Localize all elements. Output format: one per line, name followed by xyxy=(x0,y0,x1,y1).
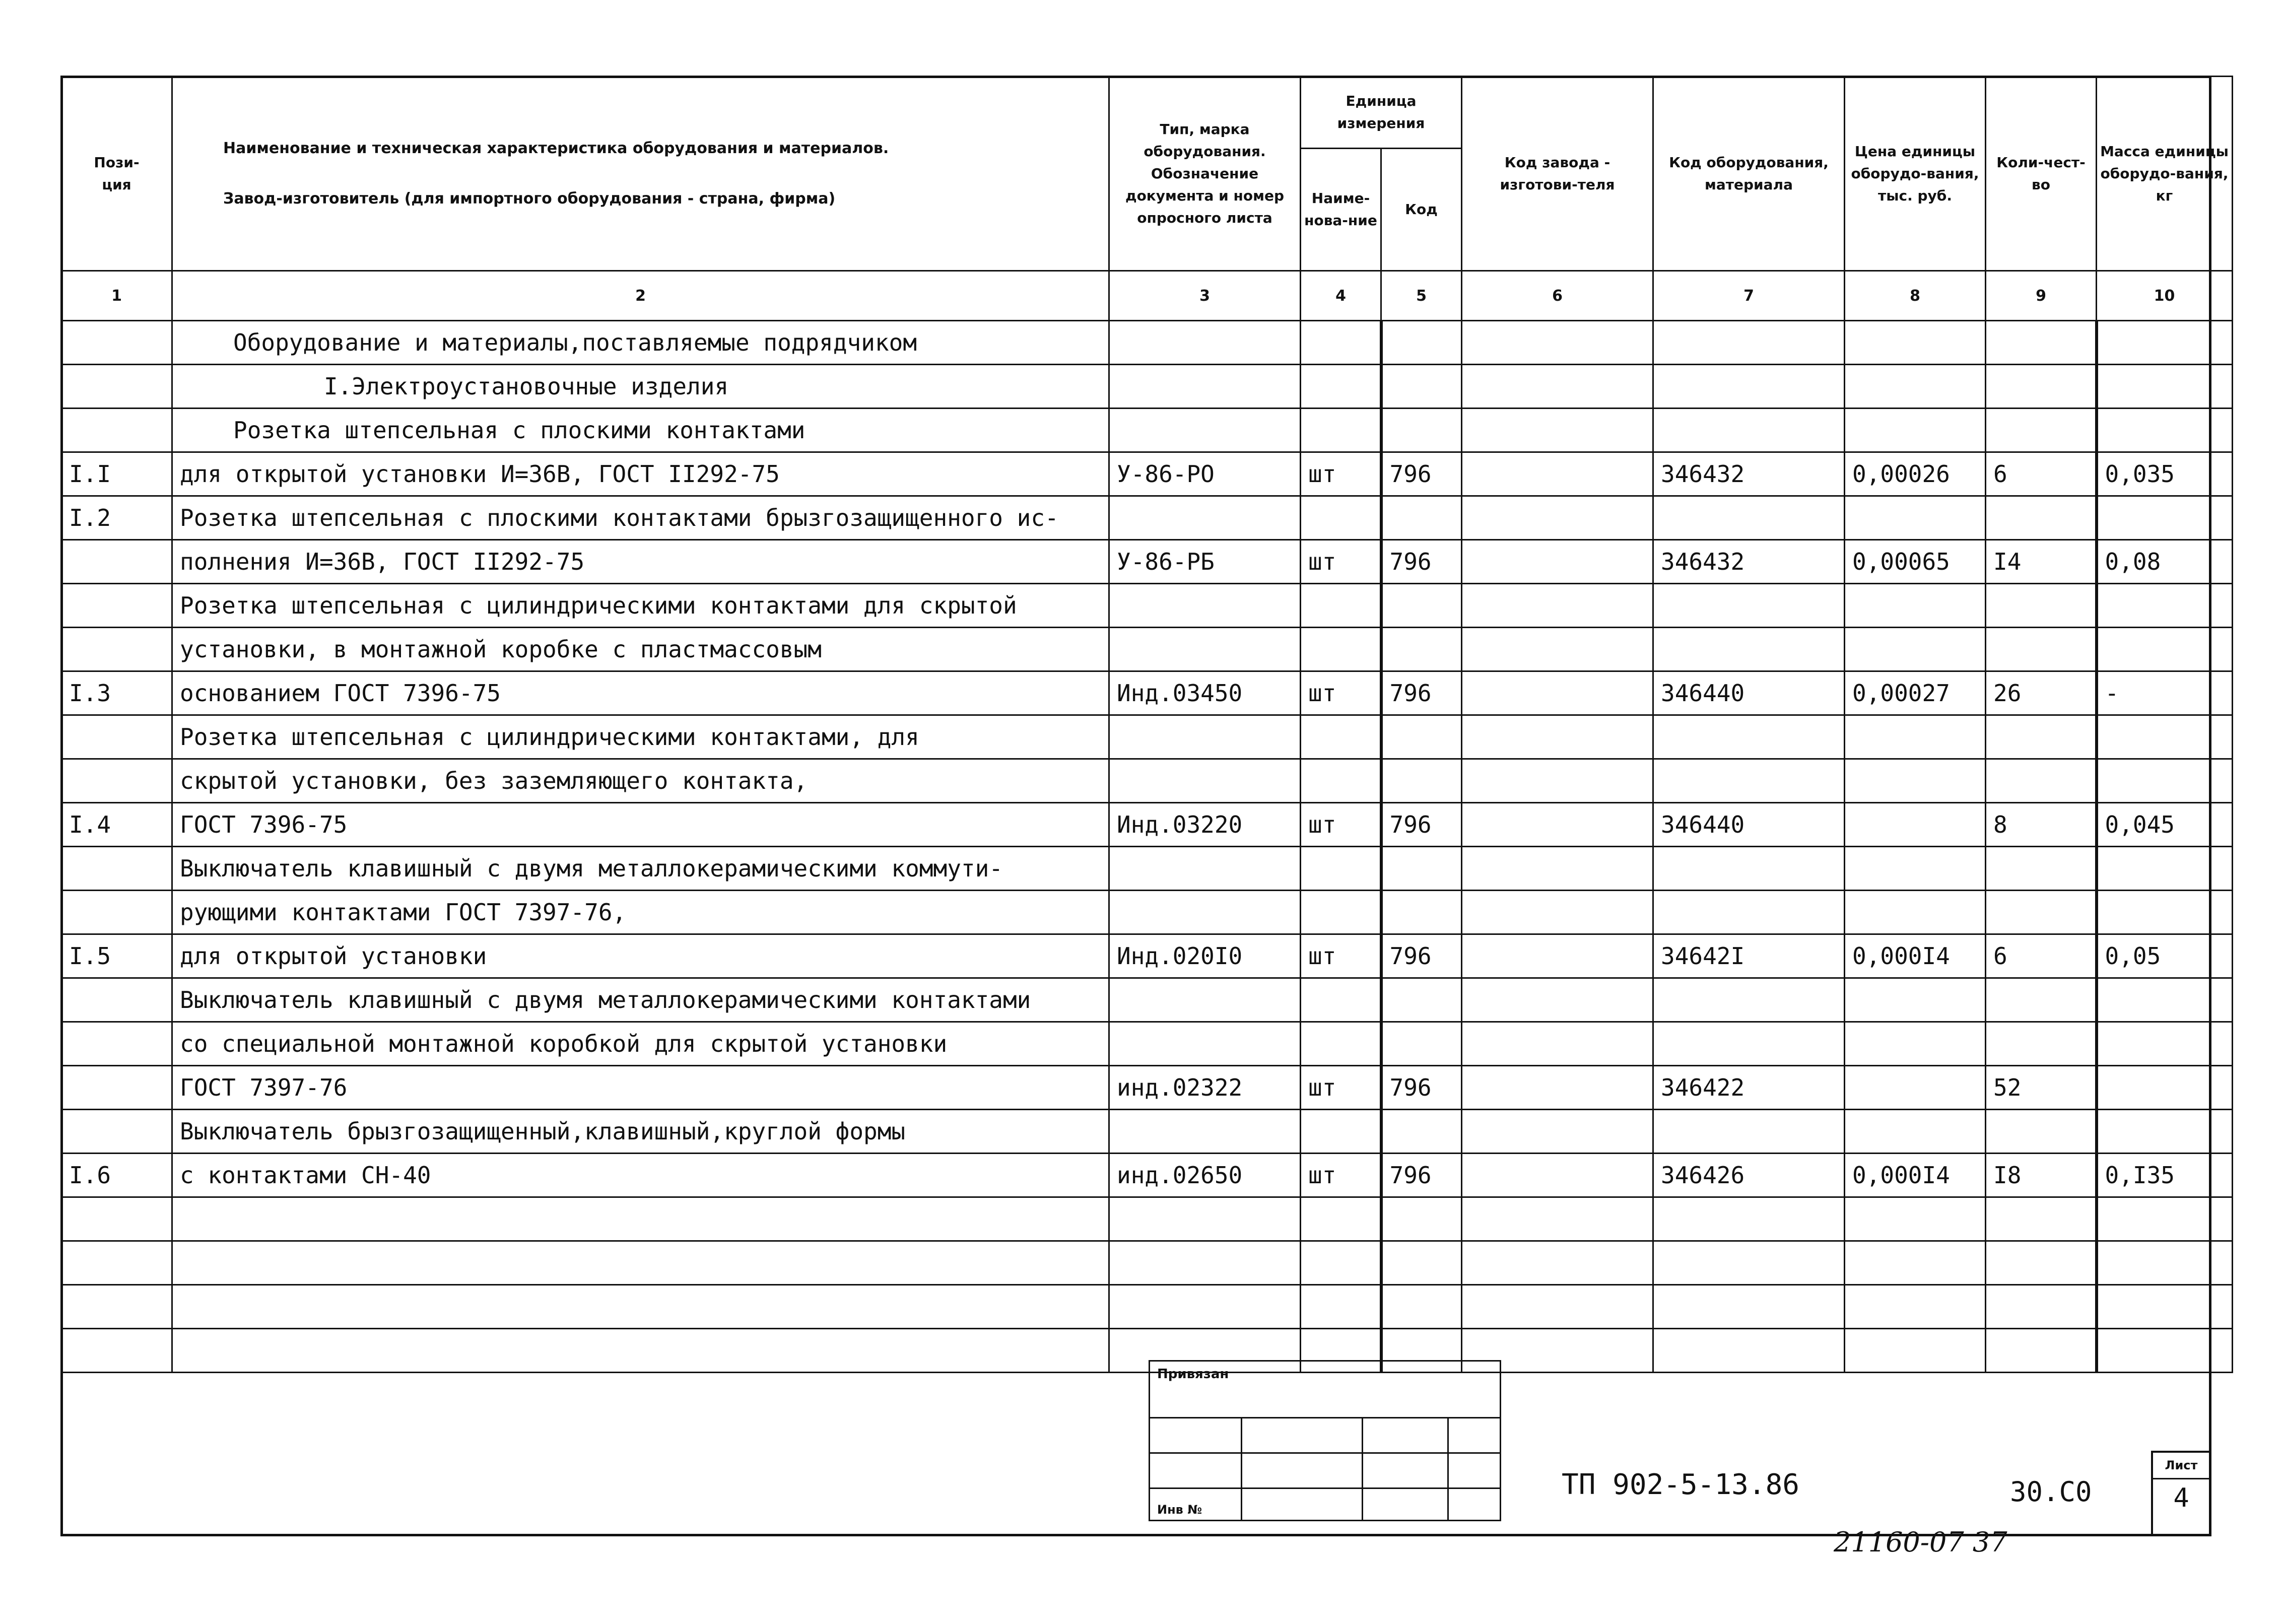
header-type: Тип, марка оборудования. Обозначение документа и номер опросного листа xyxy=(1109,77,1301,271)
cell-mass: 0,I35 xyxy=(2097,1154,2233,1197)
cell-factory-code xyxy=(1462,671,1653,715)
cell-position xyxy=(61,847,172,891)
cell-factory-code xyxy=(1462,628,1653,671)
header-name-line1: Наименование и техническая характеристика оборудования и материалов. xyxy=(223,139,889,157)
cell-position xyxy=(61,540,172,584)
table-row xyxy=(61,803,2233,847)
table-row xyxy=(61,891,2233,934)
cell-name: с контактами СН-40 xyxy=(172,1154,1109,1197)
cell-type xyxy=(1109,759,1301,803)
empty-cell xyxy=(1986,1285,2097,1329)
cell-name: Розетка штепсельная с цилиндрическими контактами, для xyxy=(172,715,1109,759)
cell-name: Выключатель брызгозащищенный,клавишный,круглой формы xyxy=(172,1110,1109,1154)
cell-price xyxy=(1845,1066,1986,1110)
cell-unit: шт xyxy=(1301,452,1381,496)
empty-cell xyxy=(1109,1241,1301,1285)
cell-price xyxy=(1845,715,1986,759)
table-row-empty xyxy=(61,1285,2233,1329)
cell-unit xyxy=(1301,409,1381,452)
cell-material-code xyxy=(1653,584,1845,628)
table-row xyxy=(61,452,2233,496)
cell-price xyxy=(1845,1022,1986,1066)
cell-price xyxy=(1845,496,1986,540)
document-code: ТП 902-5-13.86 xyxy=(1562,1468,1800,1501)
empty-cell xyxy=(172,1285,1109,1329)
cell-material-code: 346440 xyxy=(1653,671,1845,715)
cell-unit xyxy=(1301,1110,1381,1154)
table-row xyxy=(61,321,2233,365)
cell-unit-code: 796 xyxy=(1381,671,1462,715)
header-factory-code: Код завода - изготови-теля xyxy=(1462,77,1653,271)
cell-price: 0,000I4 xyxy=(1845,934,1986,978)
cell-mass xyxy=(2097,628,2233,671)
cell-unit xyxy=(1301,321,1381,365)
cell-unit xyxy=(1301,628,1381,671)
empty-cell xyxy=(1653,1329,1845,1373)
cell-type xyxy=(1109,715,1301,759)
header-unit-group: Единица измерения xyxy=(1301,77,1462,149)
cell-price xyxy=(1845,891,1986,934)
empty-cell xyxy=(1986,1197,2097,1241)
cell-position xyxy=(61,715,172,759)
empty-cell xyxy=(1109,1285,1301,1329)
cell-unit-code: 796 xyxy=(1381,1154,1462,1197)
cell-unit xyxy=(1301,496,1381,540)
cell-material-code xyxy=(1653,715,1845,759)
empty-cell xyxy=(1845,1285,1986,1329)
empty-cell xyxy=(172,1329,1109,1373)
cell-factory-code xyxy=(1462,1154,1653,1197)
cell-position xyxy=(61,1022,172,1066)
empty-cell xyxy=(1109,1197,1301,1241)
cell-unit-code xyxy=(1381,1110,1462,1154)
title-block-inventory-label: Инв № xyxy=(1157,1503,1202,1517)
cell-unit-code xyxy=(1381,584,1462,628)
cell-type xyxy=(1109,496,1301,540)
cell-name: ГОСТ 7397-76 xyxy=(172,1066,1109,1110)
cell-mass xyxy=(2097,409,2233,452)
cell-name: установки, в монтажной коробке с пластмассовым xyxy=(172,628,1109,671)
empty-cell xyxy=(172,1241,1109,1285)
cell-mass: 0,035 xyxy=(2097,452,2233,496)
cell-price xyxy=(1845,978,1986,1022)
cell-factory-code xyxy=(1462,496,1653,540)
table-row xyxy=(61,934,2233,978)
col-number: 2 xyxy=(172,271,1109,321)
cell-unit xyxy=(1301,847,1381,891)
empty-cell xyxy=(61,1241,172,1285)
cell-unit xyxy=(1301,759,1381,803)
cell-material-code: 346432 xyxy=(1653,452,1845,496)
cell-mass xyxy=(2097,891,2233,934)
cell-type: Инд.03220 xyxy=(1109,803,1301,847)
table-row xyxy=(61,759,2233,803)
cell-position: I.3 xyxy=(61,671,172,715)
cell-name: для открытой установки xyxy=(172,934,1109,978)
cell-quantity: 52 xyxy=(1986,1066,2097,1110)
cell-name: со специальной монтажной коробкой для скрытой установки xyxy=(172,1022,1109,1066)
cell-position: I.2 xyxy=(61,496,172,540)
cell-unit-code xyxy=(1381,496,1462,540)
empty-cell xyxy=(1301,1241,1381,1285)
cell-position: I.4 xyxy=(61,803,172,847)
title-block-divider xyxy=(1447,1417,1449,1520)
cell-quantity xyxy=(1986,978,2097,1022)
empty-cell xyxy=(1462,1241,1653,1285)
cell-mass xyxy=(2097,321,2233,365)
cell-price xyxy=(1845,321,1986,365)
cell-material-code xyxy=(1653,759,1845,803)
cell-material-code xyxy=(1653,1110,1845,1154)
header-name xyxy=(172,77,1109,271)
header-unit-code: Код xyxy=(1381,149,1462,271)
cell-unit: шт xyxy=(1301,934,1381,978)
table-row xyxy=(61,628,2233,671)
empty-cell xyxy=(61,1197,172,1241)
cell-factory-code xyxy=(1462,1022,1653,1066)
sheet-number-box xyxy=(2151,1451,2211,1536)
cell-material-code xyxy=(1653,365,1845,409)
title-block xyxy=(1149,1360,1501,1521)
cell-unit: шт xyxy=(1301,803,1381,847)
col-number: 5 xyxy=(1381,271,1462,321)
cell-mass xyxy=(2097,496,2233,540)
cell-position xyxy=(61,409,172,452)
cell-name: для открытой установки И=36В, ГОСТ II292-75 xyxy=(172,452,1109,496)
cell-name: полнения И=36В, ГОСТ II292-75 xyxy=(172,540,1109,584)
cell-unit-code: 796 xyxy=(1381,1066,1462,1110)
cell-type: инд.02650 xyxy=(1109,1154,1301,1197)
cell-quantity: 6 xyxy=(1986,934,2097,978)
cell-unit-code xyxy=(1381,891,1462,934)
cell-unit xyxy=(1301,1022,1381,1066)
cell-factory-code xyxy=(1462,715,1653,759)
cell-quantity xyxy=(1986,365,2097,409)
cell-position xyxy=(61,584,172,628)
cell-mass xyxy=(2097,715,2233,759)
cell-mass xyxy=(2097,1066,2233,1110)
handwritten-note: 21160-07 37 xyxy=(1834,1526,2007,1558)
table-row xyxy=(61,1066,2233,1110)
table-body xyxy=(61,321,2233,1373)
cell-factory-code xyxy=(1462,584,1653,628)
cell-factory-code xyxy=(1462,978,1653,1022)
cell-material-code xyxy=(1653,847,1845,891)
cell-factory-code xyxy=(1462,540,1653,584)
cell-unit-code xyxy=(1381,715,1462,759)
empty-cell xyxy=(2097,1241,2233,1285)
cell-quantity xyxy=(1986,584,2097,628)
header-position: Пози- ция xyxy=(61,77,172,271)
cell-position: I.6 xyxy=(61,1154,172,1197)
col-number: 3 xyxy=(1109,271,1301,321)
cell-position xyxy=(61,365,172,409)
table-row xyxy=(61,847,2233,891)
cell-price xyxy=(1845,847,1986,891)
cell-unit xyxy=(1301,715,1381,759)
cell-name: Выключатель клавишный с двумя металлокерамическими коммути- xyxy=(172,847,1109,891)
cell-quantity xyxy=(1986,1022,2097,1066)
cell-type xyxy=(1109,409,1301,452)
header-name-line2: Завод-изготовитель (для импортного оборудования - страна, фирма) xyxy=(223,189,836,208)
specification-table xyxy=(60,76,2233,1373)
empty-cell xyxy=(1653,1285,1845,1329)
cell-price xyxy=(1845,584,1986,628)
cell-material-code: 346426 xyxy=(1653,1154,1845,1197)
table-row xyxy=(61,978,2233,1022)
cell-unit: шт xyxy=(1301,1154,1381,1197)
empty-cell xyxy=(1462,1285,1653,1329)
cell-type xyxy=(1109,628,1301,671)
cell-quantity: 6 xyxy=(1986,452,2097,496)
empty-cell xyxy=(61,1329,172,1373)
cell-type xyxy=(1109,321,1301,365)
col-number: 1 xyxy=(61,271,172,321)
column-numbers-row xyxy=(61,271,2233,321)
header-mass: Масса единицы оборудо-вания, кг xyxy=(2097,77,2233,271)
cell-factory-code xyxy=(1462,847,1653,891)
cell-position xyxy=(61,628,172,671)
cell-unit-code xyxy=(1381,847,1462,891)
cell-unit-code: 796 xyxy=(1381,540,1462,584)
table-row-empty xyxy=(61,1197,2233,1241)
table-row-empty xyxy=(61,1241,2233,1285)
cell-type xyxy=(1109,584,1301,628)
cell-mass xyxy=(2097,584,2233,628)
header-material-code: Код оборудования, материала xyxy=(1653,77,1845,271)
table-row xyxy=(61,1110,2233,1154)
cell-unit xyxy=(1301,891,1381,934)
empty-cell xyxy=(1301,1197,1381,1241)
cell-price xyxy=(1845,1110,1986,1154)
cell-type xyxy=(1109,978,1301,1022)
empty-cell xyxy=(1653,1241,1845,1285)
cell-material-code: 346422 xyxy=(1653,1066,1845,1110)
cell-type: Инд.020I0 xyxy=(1109,934,1301,978)
empty-cell xyxy=(172,1197,1109,1241)
cell-mass xyxy=(2097,1110,2233,1154)
header-unit-name: Наиме-нова-ние xyxy=(1301,149,1381,271)
cell-position xyxy=(61,1110,172,1154)
cell-position xyxy=(61,1066,172,1110)
cell-type xyxy=(1109,1022,1301,1066)
cell-name: Розетка штепсельная с плоскими контактами xyxy=(172,409,1109,452)
cell-material-code xyxy=(1653,496,1845,540)
cell-unit-code xyxy=(1381,1022,1462,1066)
table-row xyxy=(61,584,2233,628)
cell-name: Выключатель клавишный с двумя металлокерамическими контактами xyxy=(172,978,1109,1022)
col-number: 7 xyxy=(1653,271,1845,321)
cell-mass xyxy=(2097,847,2233,891)
cell-unit-code xyxy=(1381,978,1462,1022)
cell-name: рующими контактами ГОСТ 7397-76, xyxy=(172,891,1109,934)
cell-mass xyxy=(2097,759,2233,803)
cell-quantity: I8 xyxy=(1986,1154,2097,1197)
empty-cell xyxy=(1301,1285,1381,1329)
cell-position xyxy=(61,978,172,1022)
cell-unit xyxy=(1301,978,1381,1022)
cell-factory-code xyxy=(1462,365,1653,409)
cell-factory-code xyxy=(1462,934,1653,978)
empty-cell xyxy=(1381,1197,1462,1241)
cell-mass xyxy=(2097,365,2233,409)
empty-cell xyxy=(2097,1197,2233,1241)
table-row xyxy=(61,496,2233,540)
cell-factory-code xyxy=(1462,1066,1653,1110)
cell-type xyxy=(1109,847,1301,891)
cell-material-code xyxy=(1653,978,1845,1022)
cell-quantity xyxy=(1986,1110,2097,1154)
cell-factory-code xyxy=(1462,452,1653,496)
table-header xyxy=(61,77,2233,321)
cell-material-code xyxy=(1653,409,1845,452)
table-row xyxy=(61,671,2233,715)
cell-quantity: 8 xyxy=(1986,803,2097,847)
cell-name: основанием ГОСТ 7396-75 xyxy=(172,671,1109,715)
empty-cell xyxy=(1845,1197,1986,1241)
cell-position xyxy=(61,891,172,934)
cell-unit xyxy=(1301,584,1381,628)
cell-position: I.5 xyxy=(61,934,172,978)
cell-mass xyxy=(2097,1022,2233,1066)
empty-cell xyxy=(2097,1285,2233,1329)
cell-name: Розетка штепсельная с цилиндрическими контактами для скрытой xyxy=(172,584,1109,628)
cell-type xyxy=(1109,891,1301,934)
cell-unit: шт xyxy=(1301,671,1381,715)
cell-name: I.Электроустановочные изделия xyxy=(172,365,1109,409)
cell-unit: шт xyxy=(1301,1066,1381,1110)
cell-name: скрытой установки, без заземляющего контакта, xyxy=(172,759,1109,803)
col-number: 10 xyxy=(2097,271,2233,321)
cell-mass: 0,08 xyxy=(2097,540,2233,584)
cell-unit-code xyxy=(1381,759,1462,803)
cell-type: У-86-РБ xyxy=(1109,540,1301,584)
cell-type xyxy=(1109,1110,1301,1154)
cell-quantity xyxy=(1986,759,2097,803)
header-price: Цена единицы оборудо-вания, тыс. руб. xyxy=(1845,77,1986,271)
title-block-linked-label: Привязан xyxy=(1157,1367,1229,1382)
cell-position xyxy=(61,759,172,803)
header-quantity: Коли-чест-во xyxy=(1986,77,2097,271)
empty-cell xyxy=(1653,1197,1845,1241)
col-number: 8 xyxy=(1845,271,1986,321)
cell-price: 0,00065 xyxy=(1845,540,1986,584)
cell-type xyxy=(1109,365,1301,409)
cell-name: ГОСТ 7396-75 xyxy=(172,803,1109,847)
cell-type: инд.02322 xyxy=(1109,1066,1301,1110)
cell-unit xyxy=(1301,365,1381,409)
table-row xyxy=(61,540,2233,584)
cell-quantity xyxy=(1986,628,2097,671)
table-row xyxy=(61,715,2233,759)
cell-mass xyxy=(2097,978,2233,1022)
cell-quantity xyxy=(1986,715,2097,759)
cell-factory-code xyxy=(1462,759,1653,803)
cell-factory-code xyxy=(1462,891,1653,934)
cell-quantity xyxy=(1986,496,2097,540)
sheet-code: 30.С0 xyxy=(2010,1476,2092,1508)
table-row xyxy=(61,365,2233,409)
cell-material-code xyxy=(1653,628,1845,671)
cell-quantity xyxy=(1986,409,2097,452)
cell-price: 0,00027 xyxy=(1845,671,1986,715)
empty-cell xyxy=(1986,1241,2097,1285)
empty-cell xyxy=(1986,1329,2097,1373)
cell-price xyxy=(1845,759,1986,803)
cell-material-code: 346432 xyxy=(1653,540,1845,584)
cell-factory-code xyxy=(1462,1110,1653,1154)
title-block-divider xyxy=(1362,1417,1363,1520)
cell-unit-code xyxy=(1381,365,1462,409)
cell-quantity: 26 xyxy=(1986,671,2097,715)
cell-unit-code xyxy=(1381,321,1462,365)
cell-mass: 0,05 xyxy=(2097,934,2233,978)
cell-unit-code xyxy=(1381,409,1462,452)
cell-quantity: I4 xyxy=(1986,540,2097,584)
cell-material-code: 346440 xyxy=(1653,803,1845,847)
table-row-empty xyxy=(61,1329,2233,1373)
cell-material-code xyxy=(1653,891,1845,934)
cell-factory-code xyxy=(1462,321,1653,365)
table-row xyxy=(61,1154,2233,1197)
cell-price: 0,000I4 xyxy=(1845,1154,1986,1197)
cell-mass: - xyxy=(2097,671,2233,715)
cell-factory-code xyxy=(1462,409,1653,452)
empty-cell xyxy=(1381,1285,1462,1329)
cell-price xyxy=(1845,409,1986,452)
cell-type: Инд.03450 xyxy=(1109,671,1301,715)
empty-cell xyxy=(1462,1197,1653,1241)
cell-factory-code xyxy=(1462,803,1653,847)
cell-unit-code xyxy=(1381,628,1462,671)
cell-unit-code: 796 xyxy=(1381,803,1462,847)
cell-unit-code: 796 xyxy=(1381,452,1462,496)
cell-type: У-86-РО xyxy=(1109,452,1301,496)
cell-mass: 0,045 xyxy=(2097,803,2233,847)
cell-material-code xyxy=(1653,1022,1845,1066)
col-number: 9 xyxy=(1986,271,2097,321)
cell-unit-code: 796 xyxy=(1381,934,1462,978)
empty-cell xyxy=(1381,1241,1462,1285)
col-number: 4 xyxy=(1301,271,1381,321)
empty-cell xyxy=(61,1285,172,1329)
cell-material-code xyxy=(1653,321,1845,365)
cell-price: 0,00026 xyxy=(1845,452,1986,496)
cell-quantity xyxy=(1986,891,2097,934)
cell-price xyxy=(1845,803,1986,847)
sheet-number: 4 xyxy=(2173,1483,2189,1513)
cell-price xyxy=(1845,365,1986,409)
empty-cell xyxy=(2097,1329,2233,1373)
cell-position: I.I xyxy=(61,452,172,496)
cell-name: Розетка штепсельная с плоскими контактами брызгозащищенного ис- xyxy=(172,496,1109,540)
cell-material-code: 34642I xyxy=(1653,934,1845,978)
title-block-divider xyxy=(1241,1417,1242,1520)
cell-position xyxy=(61,321,172,365)
empty-cell xyxy=(1845,1241,1986,1285)
col-number: 6 xyxy=(1462,271,1653,321)
table-row xyxy=(61,1022,2233,1066)
cell-quantity xyxy=(1986,321,2097,365)
empty-cell xyxy=(1845,1329,1986,1373)
cell-price xyxy=(1845,628,1986,671)
cell-unit: шт xyxy=(1301,540,1381,584)
cell-quantity xyxy=(1986,847,2097,891)
cell-name: Оборудование и материалы,поставляемые подрядчиком xyxy=(172,321,1109,365)
table-row xyxy=(61,409,2233,452)
sheet-number-label: Лист xyxy=(2153,1453,2209,1479)
